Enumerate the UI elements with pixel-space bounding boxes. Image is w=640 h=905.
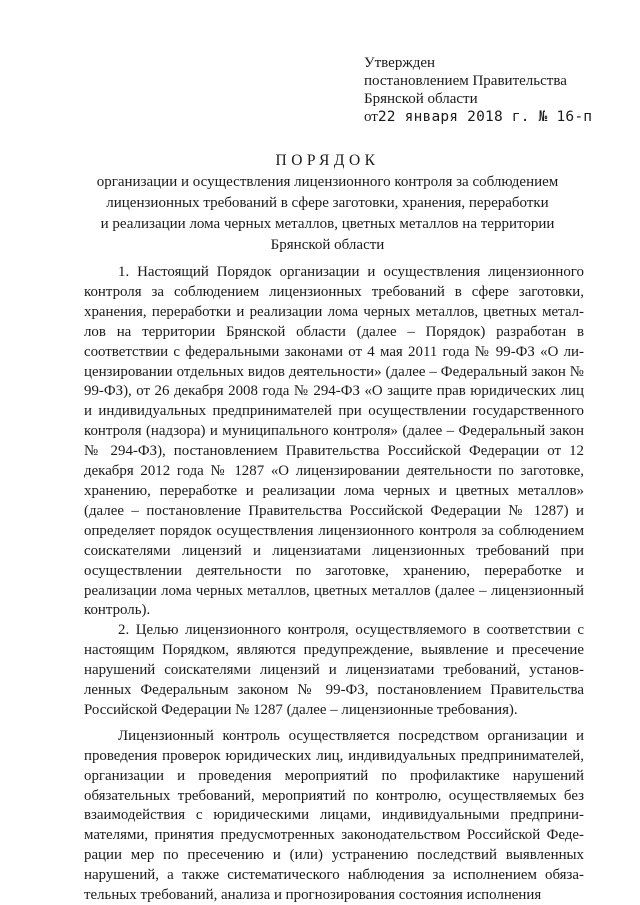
body-paragraph-1: 1. Настоящий Порядок организации и осуществления лицензионного контроля за соблюдением лицензионных требований в сфере заготовки, хранения, переработки и реализации лома черных металлов, цветных металлов на территории Брянской области (далее – Порядок) разработан в соответствии с федеральными законами от 4 мая 2011 года № 99-ФЗ «О лицензировании отдельных видов деятельности» (далее – Федеральный закон № 99-ФЗ), от 26 декабря 2008 года № 294-ФЗ «О защите прав юридических лиц и индивидуальных предпринимателей при осуществлении государственного контроля (надзора) и муниципального контроля» (далее – Федеральный закон № 294-ФЗ), постановлением Правительства Российской Федерации от 12 декабря 2012 года № 1287 «О лицензировании деятельности по заготовке, хранению, переработке и реализации лома черных и цветных металлов» (далее – постановление Правительства Российской Федерации № 1287) и определяет порядок осуществления лицензионного контроля за соблюдением соискателями лицензий и лицензиатами лицензионных требований при осуществлении деятельности по заготовке, хранению, переработке и реализации лома черных металлов, цветных металлов (далее – лицензионный контроль). xyxy=(84,264,584,619)
body-paragraph-2: 2. Целью лицензионного контроля, осуществляемого в соответствии с настоящим Порядком, являются предупреждение, выявление и пресечение нарушений соискателями лицензий и лицензиатами требований, установленных Федеральным законом № 99-ФЗ, постановлением Правительства Российской Федерации № 1287 (далее – лицензионные требования). xyxy=(84,622,584,718)
approval-line-approved: Утвержден xyxy=(364,55,436,71)
approval-line-region: Брянской области xyxy=(364,91,478,107)
document-subtitle-line: лицензионных требований в сфере заготовки, хранения, переработки xyxy=(106,195,549,211)
document-subtitle-line: организации и осуществления лицензионного контроля за соблюдением xyxy=(96,174,559,190)
body-paragraph-3: Лицензионный контроль осуществляется посредством организации и проведения проверок юридических лиц, индивидуальных предпринимателей, организации и проведения мероприятий по профилактике нарушений обязательных требований, мероприятий по контролю, осуществляемых без взаимодействия с юридическими лицами, индивидуальными предпринимателями, принятия предусмотренных законодательством Российской Федерации мер по пресечению и (или) устранению последствий выявленных нарушений, а также систематического наблюдения за исполнением обязательных требований, анализа и прогнозирования состояния исполнения xyxy=(84,727,584,904)
document-body xyxy=(84,263,584,905)
approval-stamp-block xyxy=(364,54,624,126)
document-subtitle-line: и реализации лома черных металлов, цветных металлов на территории xyxy=(100,216,555,232)
document-title: ПОРЯДОК xyxy=(275,152,380,169)
document-subtitle-line: Брянской области xyxy=(270,237,385,253)
approval-date-value: 22 января 2018 г. № 16-п xyxy=(377,109,593,125)
approval-date-prefix: от xyxy=(364,109,378,125)
approval-line-resolution: постановлением Правительства xyxy=(364,73,567,89)
document-title-block xyxy=(60,150,595,256)
approval-date-line xyxy=(364,108,624,126)
